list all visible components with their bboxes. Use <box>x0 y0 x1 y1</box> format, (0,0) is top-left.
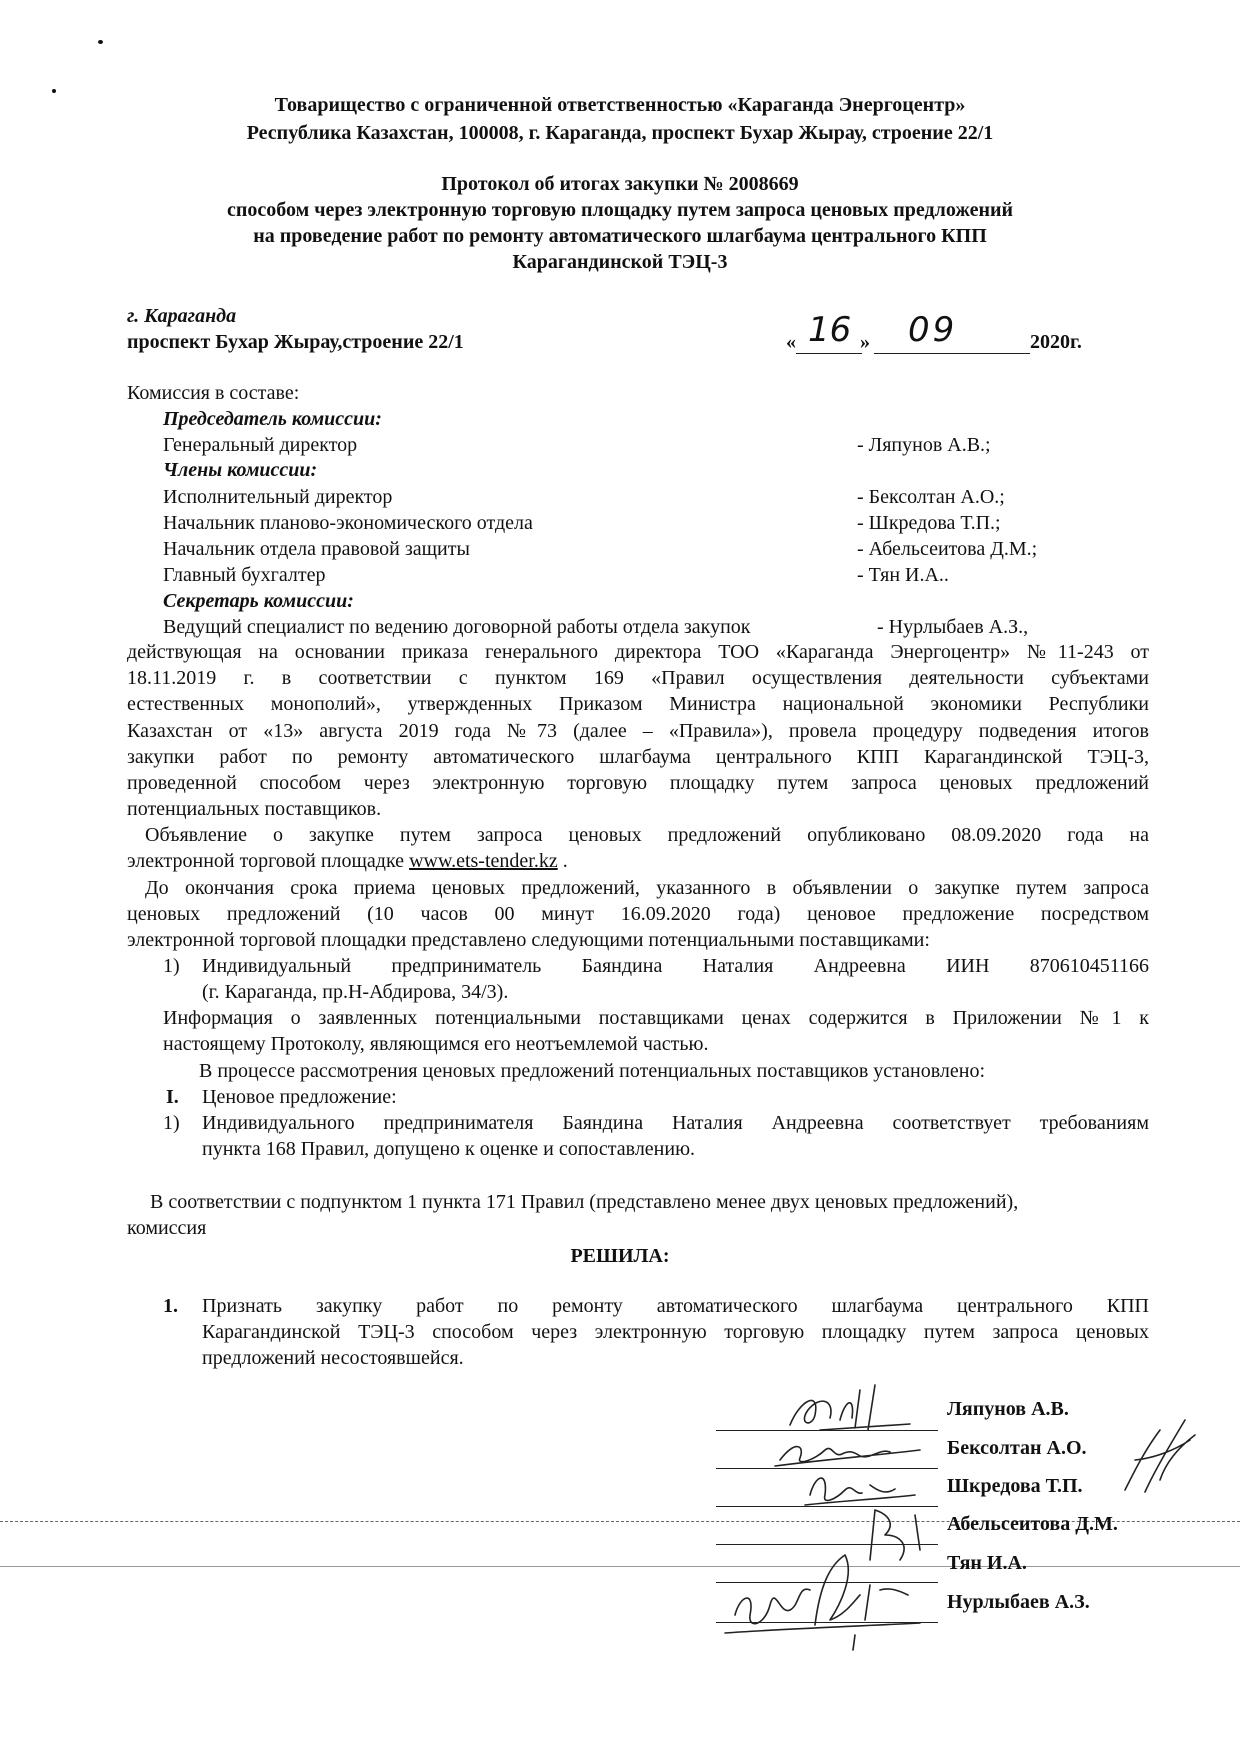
protocol-subtitle-1: способом через электронную торговую площадку путем запроса ценовых предложений <box>226 199 1014 221</box>
date-day: 16 <box>808 310 852 350</box>
info-line: Информация о заявленных потенциальными поставщиками ценах содержится в Приложении №1 к <box>163 1007 1149 1029</box>
signatory-name: Ляпунов А.В. <box>947 1398 1069 1420</box>
org-address: Республика Казахстан, 100008, г. Караганда, проспект Бухар Жырау, строение 22/1 <box>246 122 994 144</box>
finding-line: Индивидуального предпринимателя Баяндина Наталия Андреевна соответствует требованиям <box>202 1112 1149 1134</box>
ets-tender-link[interactable]: www.ets-tender.kz <box>409 850 558 872</box>
info-line: настоящему Протоколу, являющимся его неотъемлемой частью. <box>163 1033 709 1055</box>
signatory-name: Бексолтан А.О. <box>947 1437 1087 1459</box>
body-line: действующая на основании приказа генерального директора ТОО «Караганда Энергоцентр» №11-243 от <box>127 641 1149 663</box>
date-open-quote: « <box>786 331 796 353</box>
decision-line: предложений несостоявшейся. <box>202 1347 464 1369</box>
scan-speck <box>52 89 56 93</box>
member-name: - Бексолтан А.О.; <box>857 486 1005 508</box>
date-month-underline <box>874 353 1030 354</box>
member-role: Исполнительный директор <box>163 486 393 508</box>
body-line: 18.11.2019 г. в соответствии с пунктом 169 «Правил осуществления деятельности субъектами <box>127 667 1149 689</box>
member-role: Главный бухгалтер <box>163 564 326 586</box>
finding-number: 1) <box>163 1112 180 1134</box>
supplier-line: Индивидуальный предприниматель Баяндина Наталия Андреевна ИИН 870610451166 <box>202 955 1149 977</box>
signatory-name: Абельсеитова Д.М. <box>947 1513 1118 1535</box>
announcement-suffix: . <box>562 850 568 872</box>
protocol-subtitle-3: Карагандинской ТЭЦ-3 <box>512 251 728 273</box>
member-name: - Тян И.А.. <box>857 564 949 586</box>
announcement-line-2 <box>127 850 568 873</box>
chair-role: Генеральный директор <box>163 434 358 456</box>
announcement-line: Объявление о закупке путем запроса ценовых предложений опубликовано 08.09.2020 года на <box>145 824 1149 846</box>
protocol-subtitle-2: на проведение работ по ремонту автоматического шлагбаума центрального КПП <box>253 225 987 247</box>
handwritten-signature <box>800 1465 920 1510</box>
supplier-number: 1) <box>163 955 180 977</box>
announcement-prefix: электронной торговой площадке <box>127 850 405 872</box>
body-line: потенциальных поставщиков. <box>127 798 382 820</box>
date-close-quote: » <box>860 331 870 353</box>
supplier-address: (г. Караганда, пр.Н-Абдирова, 34/3). <box>202 981 509 1003</box>
secretary-role: Ведущий специалист по ведению договорной работы отдела закупок <box>163 616 751 638</box>
member-name: - Абельсеитова Д.М.; <box>857 538 1038 560</box>
section-number: I. <box>166 1086 179 1108</box>
deadline-line: электронной торговой площадки представлено следующими потенциальными поставщиками: <box>127 929 930 951</box>
signatory-name: Шкредова Т.П. <box>947 1475 1083 1497</box>
body-line: Казахстан от «13» августа 2019 года №73 (далее – «Правила»), провела процедуру подведения итогов <box>127 720 1149 742</box>
handwritten-signature <box>720 1545 940 1645</box>
decision-heading: РЕШИЛА: <box>570 1245 670 1267</box>
date-day-underline <box>796 353 862 354</box>
org-name: Товарищество с ограниченной ответственностью «Караганда Энергоцентр» <box>274 94 966 116</box>
date-year: 2020г. <box>1030 331 1082 353</box>
commission-intro: Комиссия в составе: <box>127 382 300 404</box>
members-heading: Члены комиссии: <box>163 459 318 481</box>
chair-heading: Председатель комиссии: <box>163 408 382 430</box>
decision-line: Карагандинской ТЭЦ-3 способом через электронную торговую площадку путем запроса ценовых <box>202 1321 1149 1343</box>
place-city: г. Караганда <box>127 305 237 327</box>
member-role: Начальник отдела правовой защиты <box>163 538 470 560</box>
protocol-title: Протокол об итогах закупки № 2008669 <box>441 173 799 195</box>
signatory-name: Тян И.А. <box>947 1552 1027 1574</box>
basis-line: комиссия <box>127 1217 207 1239</box>
signatory-name: Нурлыбаев А.З. <box>947 1591 1090 1613</box>
scan-fold-line <box>0 1566 1240 1567</box>
member-name: - Шкредова Т.П.; <box>857 512 1001 534</box>
secretary-name: - Нурлыбаев А.З., <box>877 616 1029 638</box>
chair-name: - Ляпунов А.В.; <box>857 434 991 456</box>
deadline-line: До окончания срока приема ценовых предложений, указанного в объявлении о закупке путем запроса <box>145 877 1149 899</box>
secretary-heading: Секретарь комиссии: <box>163 590 354 612</box>
deadline-line: ценовых предложений (10 часов 00 минут 16.09.2020 года) ценовое предложение посредством <box>127 903 1149 925</box>
handwritten-signature <box>770 1430 930 1470</box>
date-month: 09 <box>908 310 958 350</box>
decision-number: 1. <box>163 1295 178 1317</box>
member-role: Начальник планово-экономического отдела <box>163 512 533 534</box>
body-line: закупки работ по ремонту автоматического шлагбаума центрального КПП Карагандинской ТЭЦ-3, <box>127 746 1149 768</box>
scan-speck <box>98 40 103 44</box>
decision-line: Признать закупку работ по ремонту автоматического шлагбаума центрального КПП <box>202 1295 1149 1317</box>
section-label: Ценовое предложение: <box>202 1086 397 1108</box>
body-line: проведенной способом через электронную торговую площадку путем запроса ценовых предложений <box>127 772 1149 794</box>
basis-line: В соответствии с подпунктом 1 пункта 171 Правил (представлено менее двух ценовых предложений), <box>150 1191 1019 1213</box>
review-intro: В процессе рассмотрения ценовых предложений потенциальных поставщиков установлено: <box>199 1060 985 1082</box>
finding-line: пункта 168 Правил, допущено к оценке и сопоставлению. <box>202 1138 696 1160</box>
body-line: естественных монополий», утвержденных Приказом Министра национальной экономики Республики <box>127 693 1149 715</box>
place-street: проспект Бухар Жырау,строение 22/1 <box>127 331 464 353</box>
handwritten-signature <box>1115 1410 1205 1500</box>
